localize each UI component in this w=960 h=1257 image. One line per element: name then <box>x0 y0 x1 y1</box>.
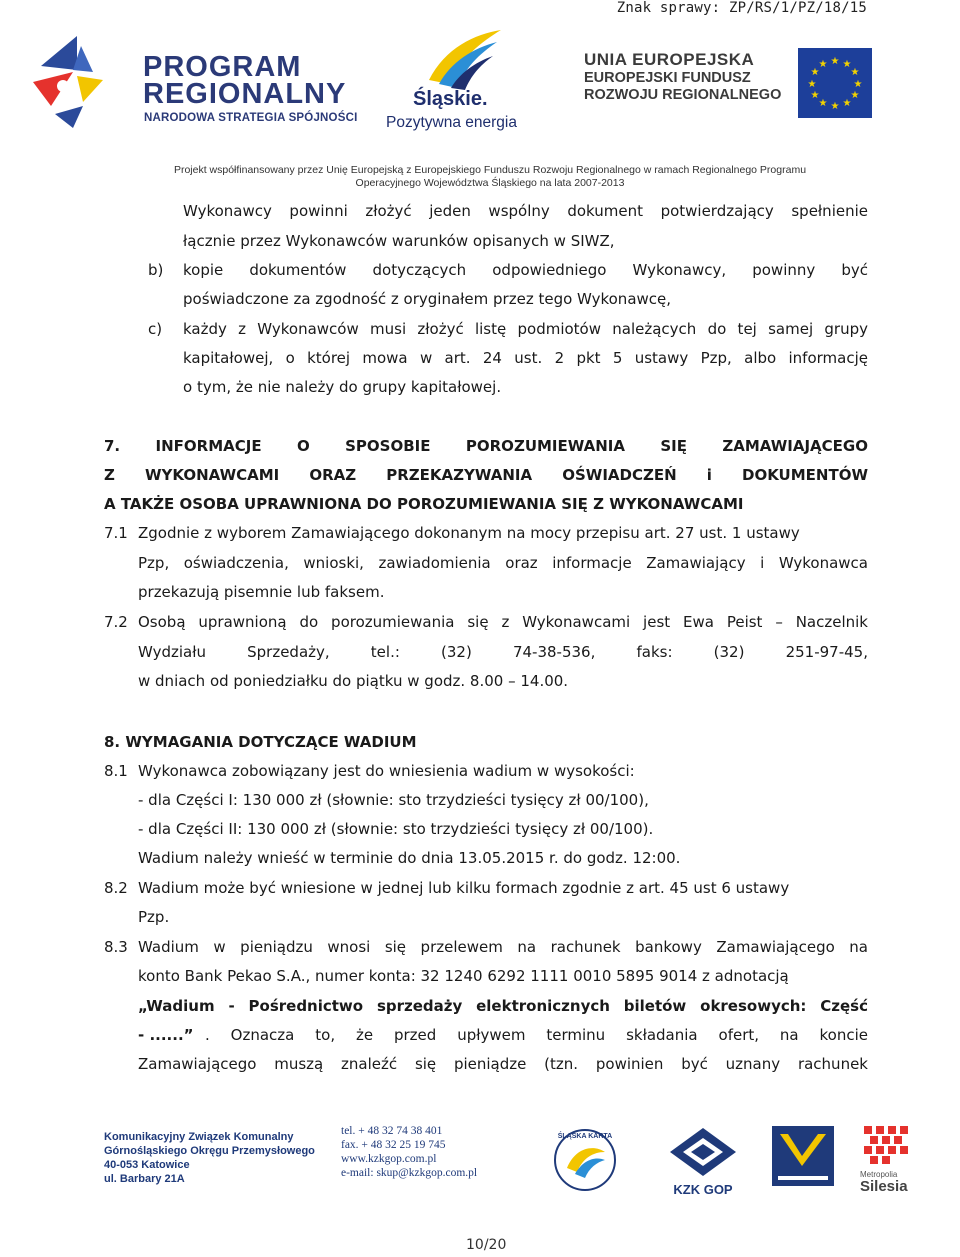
paragraph-line: Wadium należy wnieść w terminie do dnia 13.05.2015 r. do godz. 12:00. <box>138 849 681 867</box>
paragraph-line: Zgodnie z wyborem Zamawiającego dokonanym na mocy przepisu art. 27 ust. 1 ustawy <box>138 524 800 542</box>
eu-logo-text: UNIA EUROPEJSKA EUROPEJSKI FUNDUSZ ROZWOJU REGIONALNEGO <box>584 50 782 103</box>
item-number: 7.2 <box>104 613 128 631</box>
svg-text:★: ★ <box>850 67 860 78</box>
metropolia-grid-icon <box>860 1126 914 1166</box>
page-number: 10/20 <box>466 1237 507 1253</box>
paragraph-line: w dniach od poniedziałku do piątku w godz. 8.00 – 14.00. <box>138 672 569 690</box>
zwiazek-logo-icon <box>772 1126 834 1194</box>
svg-text:★: ★ <box>810 67 820 78</box>
paragraph-line: Wydziału Sprzedaży, tel.: (32) 74-38-536, faks: (32) 251-97-45, <box>138 643 868 661</box>
paragraph-line: każdy z Wykonawców musi złożyć listę podmiotów należących do tej samej grupy <box>183 320 868 338</box>
svg-text:★: ★ <box>818 59 828 70</box>
item-number: 8.3 <box>104 938 128 956</box>
eu-flag-icon <box>798 48 872 118</box>
paragraph-line: o tym, że nie należy do grupy kapitałowej. <box>183 378 502 396</box>
paragraph-line: Wadium w pieniądzu wnosi się przelewem na rachunek bankowy Zamawiającego na <box>138 938 868 956</box>
eu-logo <box>578 50 878 120</box>
item-number: 8.1 <box>104 762 128 780</box>
kzk-gop-emblem-icon <box>668 1126 738 1178</box>
paragraph-line: łącznie przez Wykonawców warunków opisanych w SIWZ, <box>183 232 615 250</box>
metropolia-label: Metropolia <box>860 1170 898 1179</box>
paragraph-line: konto Bank Pekao S.A., numer konta: 32 1240 6292 1111 0010 5895 9014 z adnotacją <box>138 967 789 985</box>
section-heading: 7. INFORMACJE O SPOSOBIE POROZUMIEWANIA SIĘ ZAMAWIAJĄCEGO <box>104 437 868 455</box>
program-regionalny-logo <box>33 36 358 128</box>
svg-text:★: ★ <box>830 56 840 67</box>
paragraph-line: kopie dokumentów dotyczących odpowiedniego Wykonawcy, powinny być <box>183 261 868 279</box>
paragraph-line: - ......” <box>138 1026 194 1044</box>
svg-text:★: ★ <box>842 59 852 70</box>
metropolia-silesia-logo <box>860 1126 920 1198</box>
section-heading: 8. WYMAGANIA DOTYCZĄCE WADIUM <box>104 733 417 751</box>
paragraph-line: Zamawiającego muszą znaleźć się pieniądze (tzn. powinien być uznany rachunek <box>138 1055 868 1073</box>
paragraph-line: Wadium może być wniesione w jednej lub kilku formach zgodnie z art. 45 ust 6 ustawy <box>138 879 790 897</box>
paragraph-line: - dla Części II: 130 000 zł (słownie: sto trzydzieści tysięcy zł 00/100). <box>138 820 654 838</box>
paragraph-line: Wykonawcy powinni złożyć jeden wspólny dokument potwierdzający spełnienie <box>183 202 868 220</box>
slaskie-bird-icon <box>425 28 505 90</box>
program-title: PROGRAM REGIONALNY <box>143 51 347 110</box>
section-heading: Z WYKONAWCAMI ORAZ PRZEKAZYWANIA OŚWIADCZEŃ i DOKUMENTÓW <box>104 466 868 484</box>
case-number: Znak sprawy: ZP/RS/1/PZ/18/15 <box>616 0 867 16</box>
footer-organization: Komunikacyjny Związek Komunalny Górnośląskiego Okręgu Przemysłowego 40-053 Katowice ul. Barbary 21A <box>104 1131 315 1185</box>
svg-text:★: ★ <box>810 90 820 101</box>
paragraph-line: poświadczone za zgodność z oryginałem przez tego Wykonawcę, <box>183 290 672 308</box>
svg-text:★: ★ <box>853 79 863 90</box>
paragraph-line: - dla Części I: 130 000 zł (słownie: sto trzydzieści tysięcy zł 00/100), <box>138 791 649 809</box>
svg-text:★: ★ <box>818 98 828 109</box>
paragraph-line: kapitałowej, o której mowa w art. 24 ust. 2 pkt 5 ustawy Pzp, albo informację <box>183 349 868 367</box>
slaskie-logo <box>380 28 540 138</box>
svg-text:★: ★ <box>830 101 840 112</box>
section-heading: A TAKŻE OSOBA UPRAWNIONA DO POROZUMIEWANIA SIĘ Z WYKONAWCAMI <box>104 495 744 513</box>
kzk-gop-label: KZK GOP <box>673 1182 733 1197</box>
paragraph-line: . Oznacza to, że przed upływem terminu składania ofert, na koncie <box>205 1026 868 1044</box>
paragraph-line: przekazują pisemnie lub faksem. <box>138 583 385 601</box>
svg-text:★: ★ <box>807 79 817 90</box>
svg-text:★: ★ <box>850 90 860 101</box>
kzk-gop-logo <box>668 1126 738 1198</box>
svg-text:ŚLĄSKA KARTA: ŚLĄSKA KARTA <box>557 1133 613 1140</box>
slaska-karta-logo-icon <box>545 1122 625 1194</box>
list-marker: c) <box>148 320 163 338</box>
item-number: 8.2 <box>104 879 128 897</box>
silesia-label: Silesia <box>860 1178 908 1195</box>
svg-text:★: ★ <box>842 98 852 109</box>
paragraph-line: „Wadium - Pośrednictwo sprzedaży elektronicznych biletów okresowych: Część <box>138 997 868 1015</box>
cofinancing-note: Projekt współfinansowany przez Unię Europejską z Europejskiego Funduszu Rozwoju Regionalnego w ramach Regionalnego Programu Operacyjnego Województwa Śląskiego na lata 2007-2013 <box>173 164 807 189</box>
footer <box>0 1118 960 1218</box>
slaskie-name: Śląskie. <box>413 88 488 110</box>
item-number: 7.1 <box>104 524 128 542</box>
slaskie-slogan: Pozytywna energia <box>386 114 517 131</box>
paragraph-line: Wykonawca zobowiązany jest do wniesienia wadium w wysokości: <box>138 762 635 780</box>
program-regionalny-emblem-icon <box>33 36 133 128</box>
paragraph-line: Pzp. <box>138 908 170 926</box>
program-subtitle: NARODOWA STRATEGIA SPÓJNOŚCI <box>144 112 358 124</box>
footer-contact: tel. + 48 32 74 38 401 fax. + 48 32 25 19 745 www.kzkgop.com.pl e-mail: skup@kzkgop.com.pl <box>341 1125 478 1179</box>
list-marker: b) <box>148 261 164 279</box>
header-logos <box>0 0 960 195</box>
paragraph-line: Osobą uprawnioną do porozumiewania się z Wykonawcami jest Ewa Peist – Naczelnik <box>138 613 868 631</box>
paragraph-line: Pzp, oświadczenia, wnioski, zawiadomienia oraz informacje Zamawiający i Wykonawca <box>138 554 868 572</box>
